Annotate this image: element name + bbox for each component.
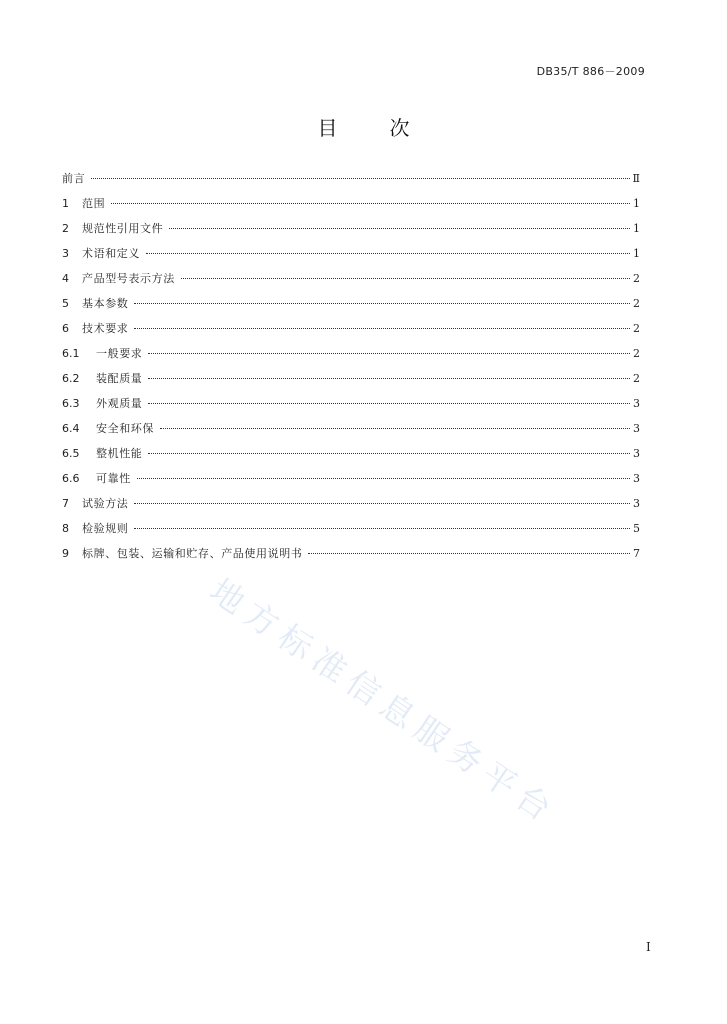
toc-entry-number: 6.2: [62, 372, 80, 385]
toc-entry-title: 外观质量: [96, 397, 143, 410]
watermark: 地方标准信息服务平台: [203, 570, 565, 833]
toc-entry-page: 3: [633, 422, 640, 435]
toc-entry-page: 2: [633, 297, 640, 310]
toc-entry-title: 可靠性: [96, 472, 131, 485]
toc-dot-leader: [148, 353, 630, 354]
toc-entry-title: 产品型号表示方法: [82, 272, 175, 285]
document-code: DB35/T 886－2009: [536, 65, 645, 78]
toc-dot-leader: [134, 303, 630, 304]
toc-entry-number: 2: [62, 222, 69, 235]
toc-entry-title: 规范性引用文件: [82, 222, 164, 235]
toc-entry-number: 8: [62, 522, 69, 535]
toc-entry-title: 一般要求: [96, 347, 143, 360]
toc-entry[interactable]: [62, 420, 640, 445]
toc-dot-leader: [111, 203, 630, 204]
toc-entry-page: 1: [633, 247, 640, 260]
toc-entry-page: 3: [633, 447, 640, 460]
toc-dot-leader: [308, 553, 630, 554]
toc-entry-title: 检验规则: [82, 522, 129, 535]
toc-entry-number: 1: [62, 197, 69, 210]
toc-entry-page: 2: [633, 372, 640, 385]
toc-entry-title: 装配质量: [96, 372, 143, 385]
toc-dot-leader: [160, 428, 630, 429]
toc-dot-leader: [134, 528, 630, 529]
toc-dot-leader: [137, 478, 630, 479]
toc-entry-title: 整机性能: [96, 447, 143, 460]
toc-entry-number: 6.6: [62, 472, 80, 485]
toc-entry-title: 术语和定义: [82, 247, 140, 260]
toc-entry-number: 6.1: [62, 347, 80, 360]
toc-entry[interactable]: [62, 470, 640, 495]
toc-entry-page: 3: [633, 397, 640, 410]
toc-dot-leader: [148, 453, 630, 454]
toc-entry[interactable]: [62, 220, 640, 245]
toc-entry[interactable]: [62, 320, 640, 345]
toc-dot-leader: [134, 328, 630, 329]
toc-dot-leader: [134, 503, 630, 504]
toc-entry-page: 2: [633, 347, 640, 360]
toc-dot-leader: [181, 278, 630, 279]
toc-entry-number: 5: [62, 297, 69, 310]
toc-entry-title: 基本参数: [82, 297, 129, 310]
table-of-contents: [62, 170, 640, 570]
toc-entry[interactable]: [62, 370, 640, 395]
toc-entry[interactable]: [62, 245, 640, 270]
toc-entry[interactable]: [62, 345, 640, 370]
toc-entry-title: 试验方法: [82, 497, 129, 510]
toc-dot-leader: [169, 228, 630, 229]
toc-entry[interactable]: [62, 520, 640, 545]
toc-entry-page: 1: [633, 222, 640, 235]
toc-entry-number: 3: [62, 247, 69, 260]
toc-entry-page: Ⅱ: [632, 172, 640, 185]
toc-entry-title: 技术要求: [82, 322, 129, 335]
toc-entry-number: 7: [62, 497, 69, 510]
toc-entry[interactable]: [62, 170, 640, 195]
toc-entry-number: 4: [62, 272, 69, 285]
toc-entry[interactable]: [62, 395, 640, 420]
toc-entry[interactable]: [62, 195, 640, 220]
toc-entry-title: 安全和环保: [96, 422, 154, 435]
toc-entry[interactable]: [62, 545, 640, 570]
toc-entry-page: 5: [633, 522, 640, 535]
toc-entry-title: 范围: [82, 197, 106, 210]
toc-entry-number: 6.3: [62, 397, 80, 410]
toc-dot-leader: [91, 178, 630, 179]
toc-entry-title: 前言: [62, 172, 86, 185]
toc-entry-page: 1: [633, 197, 640, 210]
toc-entry-page: 7: [633, 547, 640, 560]
toc-entry-page: 3: [633, 472, 640, 485]
toc-entry[interactable]: [62, 295, 640, 320]
toc-entry-page: 3: [633, 497, 640, 510]
toc-entry-number: 9: [62, 547, 69, 560]
page-title: 目次: [317, 116, 462, 140]
page-number: I: [646, 940, 651, 954]
toc-entry-number: 6: [62, 322, 69, 335]
toc-entry-page: 2: [633, 322, 640, 335]
toc-entry[interactable]: [62, 445, 640, 470]
toc-dot-leader: [146, 253, 630, 254]
toc-entry-title: 标牌、包装、运输和贮存、产品使用说明书: [82, 547, 303, 560]
toc-entry-number: 6.4: [62, 422, 80, 435]
toc-dot-leader: [148, 378, 630, 379]
toc-dot-leader: [148, 403, 630, 404]
toc-entry[interactable]: [62, 270, 640, 295]
toc-entry-page: 2: [633, 272, 640, 285]
toc-entry[interactable]: [62, 495, 640, 520]
toc-entry-number: 6.5: [62, 447, 80, 460]
